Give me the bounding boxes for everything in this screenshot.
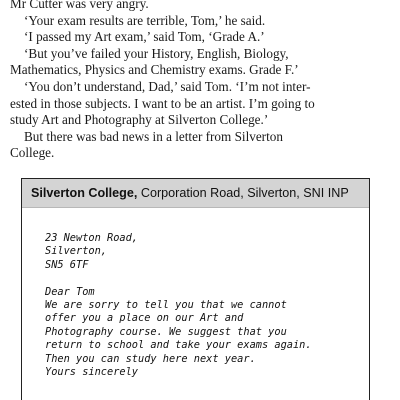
story-text <box>10 0 390 162</box>
story-line: ‘Your exam results are terrible, Tom,’ he said. <box>24 12 266 28</box>
story-line: ‘But you’ve failed your History, English, Biology, <box>24 45 289 61</box>
story-line: ested in those subjects. I want to be an artist. I’m going to <box>10 95 315 111</box>
college-name: Silverton College, <box>31 186 138 200</box>
college-address: Corporation Road, Silverton, SNI INP <box>137 186 349 200</box>
story-line: College. <box>10 145 55 161</box>
salutation: Dear Tom <box>45 285 95 298</box>
story-line: But there was bad news in a letter from Silverton <box>24 128 283 144</box>
story-line: ‘You don’t understand, Dad,’ said Tom. ‘I’m not inter- <box>24 78 311 94</box>
address-line: SN5 6TF <box>45 258 89 271</box>
letter-line: We are sorry to tell you that we cannot <box>45 299 287 312</box>
story-line: Mathematics, Physics and Chemistry exams. Grade F.’ <box>10 62 299 78</box>
letter-line: return to school and take your exams again. <box>45 339 312 352</box>
letter-line: offer you a place on our Art and <box>45 312 244 325</box>
letter-line: Photography course. We suggest that you <box>45 325 287 338</box>
letter-body <box>45 232 365 379</box>
college-letter <box>21 178 370 400</box>
address-line: 23 Newton Road, <box>45 232 138 244</box>
story-line: study Art and Photography at Silverton College.’ <box>10 112 269 128</box>
closing: Yours sincerely <box>45 366 138 379</box>
spacer <box>45 272 365 285</box>
address-line: Silverton, <box>45 245 107 258</box>
letter-line: Then you can study here next year. <box>45 352 256 365</box>
story-line: Mr Cutter was very angry. <box>10 0 149 11</box>
letterhead <box>22 179 369 208</box>
story-line: ‘I passed my Art exam,’ said Tom, ‘Grade A.’ <box>24 29 265 45</box>
